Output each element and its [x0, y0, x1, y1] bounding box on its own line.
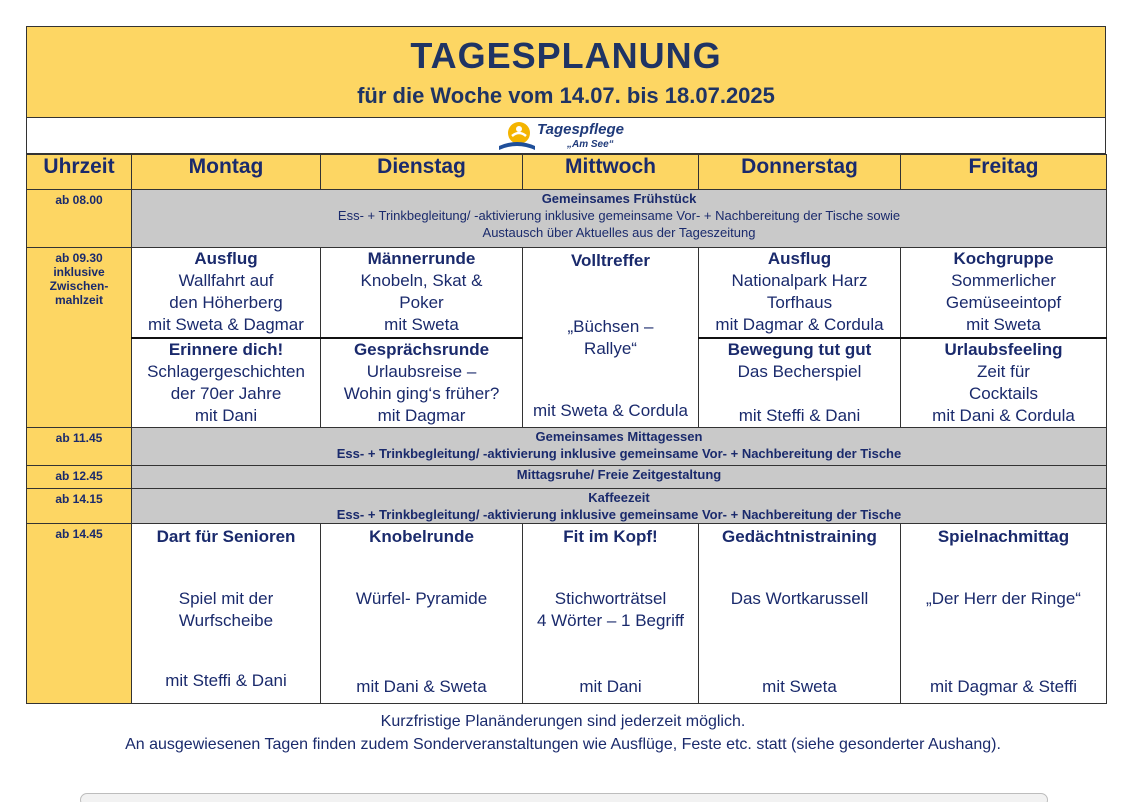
band-line: Austausch über Aktuelles aus der Tageszeitung [482, 225, 756, 240]
band-title: Mittagsruhe/ Freie Zeitgestaltung [516, 466, 722, 482]
time-cell: ab 12.45 [27, 465, 132, 488]
activity-line: Das Becherspiel [737, 361, 862, 381]
activity-line: Wohin ging‘s früher? [343, 383, 500, 403]
table-header-row [27, 155, 1107, 190]
activity-cell [523, 523, 699, 703]
time-cell: ab 08.00 [27, 190, 132, 248]
band-title: Gemeinsames Frühstück [541, 191, 697, 206]
activity-line: Das Wortkarussell [730, 588, 869, 608]
activity-cell [523, 248, 699, 428]
rest-row [27, 465, 1107, 488]
afternoon-row [27, 523, 1107, 703]
time-cell: ab 14.45 [27, 523, 132, 703]
day-header-tuesday: Dienstag [321, 155, 523, 190]
activity-leader: mit Sweta [384, 315, 459, 334]
activity-line: Rallye“ [584, 339, 637, 358]
activity-leader: mit Steffi & Dani [738, 405, 861, 425]
activity-title: Ausflug [194, 249, 258, 268]
logo-subtitle: „Am See“ [567, 139, 614, 150]
activity-cell [132, 338, 321, 428]
activity-line: den Höherberg [169, 293, 283, 312]
day-header-monday: Montag [132, 155, 321, 190]
band-line: Ess- + Trinkbegleitung/ -aktivierung inklusive gemeinsame Vor- + Nachbereitung der Tische sowie [337, 208, 901, 223]
activity-cell [901, 338, 1107, 428]
time-cell [27, 248, 132, 428]
horizontal-scrollbar[interactable] [80, 793, 1048, 802]
day-header-friday: Freitag [901, 155, 1107, 190]
activity-line: Sommerlicher [951, 271, 1056, 290]
schedule-table [26, 154, 1107, 704]
activity-title: Gedächtnistraining [722, 526, 877, 546]
rest-band [132, 465, 1107, 488]
activity-cell [699, 523, 901, 703]
coffee-band [132, 488, 1107, 523]
activity-leader: mit Sweta [966, 315, 1041, 334]
activity-line: Poker [399, 293, 444, 312]
time-line: mahlzeit [54, 293, 103, 307]
footer-note: An ausgewiesenen Tagen finden zudem Sonderveranstaltungen wie Ausflüge, Feste etc. statt (siehe gesonderter Aushang). [125, 736, 1001, 753]
activity-cell [132, 248, 321, 338]
activity-leader: mit Dani & Cordula [932, 405, 1075, 425]
time-line: inklusive [53, 265, 105, 279]
time-header: Uhrzeit [27, 155, 132, 190]
activity-leader: mit Dani [579, 676, 642, 696]
activity-title: Volltreffer [570, 251, 651, 270]
morning-row-1 [27, 248, 1107, 338]
activity-cell [901, 248, 1107, 338]
activity-line: der 70er Jahre [170, 383, 282, 403]
activity-title: Bewegung tut gut [727, 339, 872, 359]
activity-cell [321, 523, 523, 703]
activity-cell [321, 248, 523, 338]
activity-line: Knobeln, Skat & [360, 271, 483, 290]
activity-line: Wallfahrt auf [178, 271, 274, 290]
activity-title: Spielnachmittag [937, 526, 1070, 546]
activity-leader: mit Dani [194, 405, 258, 425]
time-line: Zwischen- [49, 279, 109, 293]
activity-cell [901, 523, 1107, 703]
day-header-thursday: Donnerstag [699, 155, 901, 190]
activity-line: 4 Wörter – 1 Begriff [536, 610, 685, 630]
page-subtitle: für die Woche vom 14.07. bis 18.07.2025 [357, 83, 775, 108]
logo-name: Tagespflege [537, 121, 624, 138]
logo-row [26, 118, 1106, 154]
activity-line [699, 383, 900, 405]
activity-title: Männerrunde [367, 249, 476, 268]
time-cell: ab 14.15 [27, 488, 132, 523]
activity-line: Würfel- Pyramide [355, 588, 488, 608]
time-cell: ab 11.45 [27, 427, 132, 465]
activity-line: Nationalpark Harz [731, 271, 868, 290]
lunch-band [132, 427, 1107, 465]
activity-line: Wurfscheibe [178, 610, 274, 630]
activity-cell [699, 338, 901, 428]
activity-title: Erinnere dich! [168, 339, 284, 359]
activity-line: Torfhaus [766, 293, 833, 312]
activity-title: Dart für Senioren [156, 526, 296, 546]
activity-leader: mit Steffi & Dani [165, 670, 287, 690]
activity-line: „Der Herr der Ringe“ [926, 588, 1081, 608]
activity-title: Gesprächsrunde [353, 339, 490, 359]
activity-line: Urlaubsreise – [366, 361, 477, 381]
lunch-row [27, 427, 1107, 465]
activity-title: Fit im Kopf! [563, 526, 658, 546]
band-title: Gemeinsames Mittagessen [535, 428, 703, 444]
band-line: Ess- + Trinkbegleitung/ -aktivierung inklusive gemeinsame Vor- + Nachbereitung der Tische [336, 506, 902, 522]
activity-line: Schlagergeschichten [147, 361, 305, 381]
activity-line: Cocktails [969, 383, 1038, 403]
header [26, 26, 1106, 118]
day-header-wednesday: Mittwoch [523, 155, 699, 190]
coffee-row [27, 488, 1107, 523]
band-line: Ess- + Trinkbegleitung/ -aktivierung inklusive gemeinsame Vor- + Nachbereitung der Tische [336, 445, 902, 461]
activity-line: „Büchsen – [567, 317, 654, 336]
activity-leader: mit Dagmar & Cordula [715, 315, 884, 334]
time-line: ab 09.30 [55, 251, 103, 265]
activity-line: Spiel mit der [178, 588, 274, 608]
logo [497, 120, 647, 152]
activity-title: Knobelrunde [369, 526, 474, 546]
activity-leader: mit Dagmar & Steffi [929, 676, 1078, 696]
activity-title: Kochgruppe [953, 249, 1054, 268]
band-title: Kaffeezeit [588, 489, 650, 505]
breakfast-row [27, 190, 1107, 248]
logo-icon [497, 120, 537, 152]
breakfast-band [132, 190, 1107, 248]
activity-line: Gemüseeintopf [945, 293, 1062, 312]
activity-leader: mit Sweta [762, 676, 837, 696]
page-title: TAGESPLANUNG [410, 35, 722, 76]
activity-leader: mit Sweta & Dagmar [148, 315, 304, 334]
activity-title: Ausflug [767, 249, 832, 268]
activity-leader: mit Sweta & Cordula [533, 401, 688, 420]
activity-line: Stichworträtsel [554, 588, 667, 608]
activity-leader: mit Dagmar [377, 405, 466, 425]
activity-cell [132, 523, 321, 703]
activity-cell [699, 248, 901, 338]
activity-leader: mit Dani & Sweta [356, 676, 487, 696]
activity-line: Zeit für [977, 361, 1030, 381]
activity-title: Urlaubsfeeling [944, 339, 1063, 359]
footer-note: Kurzfristige Planänderungen sind jederzeit möglich. [380, 713, 746, 730]
activity-cell [321, 338, 523, 428]
